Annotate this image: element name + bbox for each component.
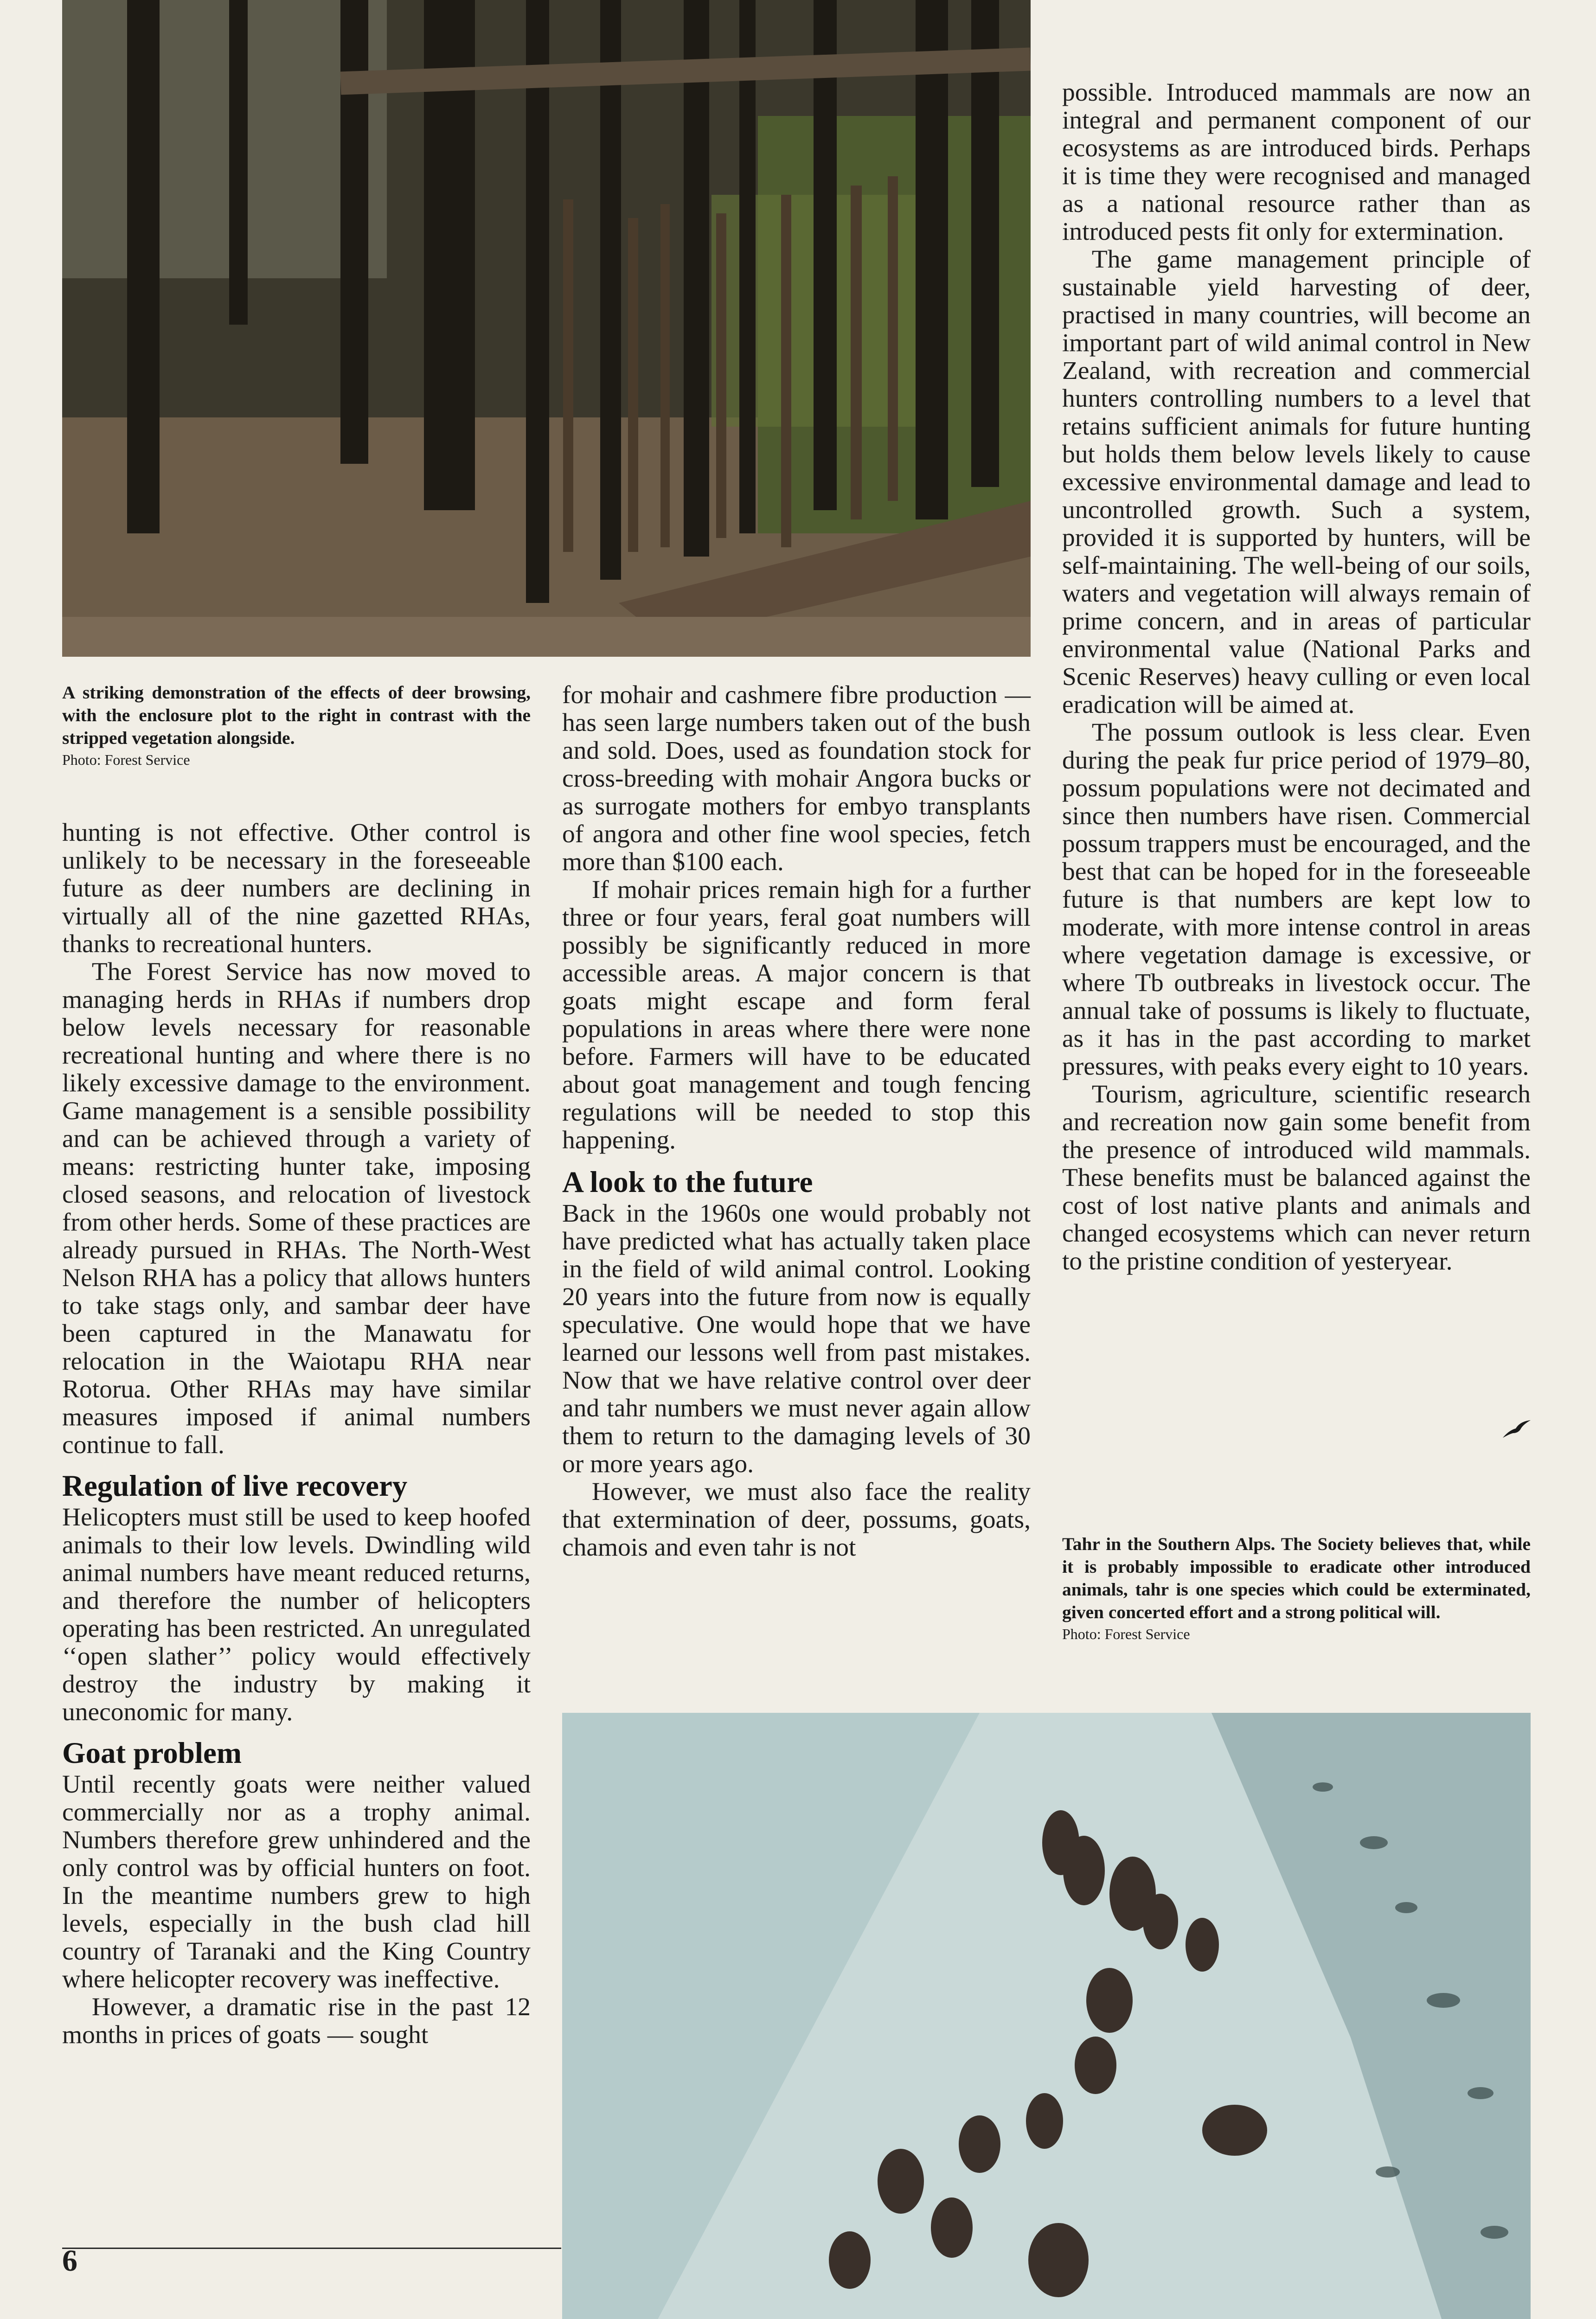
col1-paragraph-2: The Forest Service has now moved to managing herds in RHAs if numbers drop below levels necessary for reasonable recreational hunting and where there is no likely excessive damage to the environment. Game management is a sensible possibility and can be achieved through a variety of means: restricting hunter take, imposing closed seasons, and relocation of livestock from other herds. Some of these practices are already pursued in RHAs. The North-West Nelson RHA has a policy that allows hunters to take stags only, and sambar deer have been captured in the Manawatu for relocation in the Waiotapu RHA near Rotorua. Other RHAs may have similar measures imposed if animal numbers continue to fall. [62,958,531,1459]
forest-photo-credit: Photo: Forest Service [62,751,190,768]
col1-paragraph-4: Until recently goats were neither valued commercially nor as a trophy animal. Numbers therefore grew unhindered and the only control was by official hunters on foot. In the meantime numbers grew to high levels, especially in the bush clad hill country of Taranaki and the King Country where helicopter recovery was ineffective. [62,1770,531,1993]
col1-paragraph-5: However, a dramatic rise in the past 12 months in prices of goats — sought [62,1993,531,2049]
bird-end-mark-icon [1502,1419,1532,1440]
col2-paragraph-3: Back in the 1960s one would probably not have predicted what has actually taken place in the field of wild animal control. Looking 20 years into the future from now is equally speculative. One would hope that we have learned our lessons well from past mistakes. Now that we have relative control over deer and tahr numbers we must never again allow them to return to the damaging levels of 30 or more years ago. [562,1199,1031,1478]
forest-photo-caption [62,681,531,770]
tahr-photo-illustration [562,1713,1531,2319]
col2-paragraph-2: If mohair prices remain high for a further three or four years, feral goat numbers will possibly be significantly reduced in more accessible areas. A major concern is that goats might escape and form feral populations in areas where there were none before. Farmers will have to be educated about goat management and tough fencing regulations will be needed to stop this happening. [562,876,1031,1154]
col2-paragraph-1: for mohair and cashmere fibre production — has seen large numbers taken out of the bush and sold. Does, used as foundation stock for cross-breeding with mohair Angora bucks or as surrogate mothers for embyo transplants of angora and other fine wool species, fetch more than $100 each. [562,681,1031,876]
col2-paragraph-4: However, we must also face the reality that extermination of deer, possums, goats, chamois and even tahr is not [562,1478,1031,1562]
heading-goat-problem: Goat problem [62,1736,242,1770]
forest-photo-illustration [62,0,1031,657]
forest-enclosure-photo [62,0,1031,657]
heading-look-to-future: A look to the future [562,1166,813,1199]
col3-paragraph-2: The game management principle of sustainable yield harvesting of deer, practised in many countries, will become an important part of wild animal control in New Zealand, with recreation and commercial hunters controlling numbers to a level that retains sufficient animals for future hunting but holds them below levels likely to cause excessive environmental damage and lead to uncontrolled growth. Such a system, provided it is supported by hunters, will be self-maintaining. The well-being of our soils, waters and vegetation will always remain of prime concern, and in areas of particular environmental value (National Parks and Scenic Reserves) heavy culling or even local eradication will be aimed at. [1062,245,1531,719]
tahr-photo-credit: Photo: Forest Service [1062,1626,1190,1642]
col3-paragraph-4: Tourism, agriculture, scientific research and recreation now gain some benefit from the presence of introduced wild mammals. These benefits must be balanced against the cost of lost native plants and animals and changed ecosystems which can never return to the pristine condition of yesteryear. [1062,1080,1531,1275]
heading-regulation-live-recovery: Regulation of live recovery [62,1469,408,1503]
tahr-southern-alps-photo [562,1713,1531,2319]
col3-paragraph-1: possible. Introduced mammals are now an integral and permanent component of our ecosystems as are introduced birds. Perhaps it is time they were recognised and managed as a national resource rather than as introduced pests fit only for extermination. [1062,78,1531,246]
tahr-caption-text: Tahr in the Southern Alps. The Society believes that, while it is probably impossible to eradicate other introduced animals, tahr is one species which could be exterminated, given concerted effort and a strong political will. [1062,1534,1531,1622]
footer-rule [62,2248,561,2249]
col1-paragraph-1: hunting is not effective. Other control is unlikely to be necessary in the foreseeable future as deer numbers are declining in virtually all of the nine gazetted RHAs, thanks to recreational hunters. [62,819,531,958]
column-right [1062,79,1531,1275]
tahr-photo-caption [1062,1533,1531,1644]
col1-paragraph-3: Helicopters must still be used to keep hoofed animals to their low levels. Dwindling wild animal numbers have meant reduced returns, and therefore the number of helicopters operating has been restricted. An unregulated ‘‘open slather’’ policy would effectively destroy the industry by making it uneconomic for many. [62,1503,531,1726]
column-middle [562,681,1031,1562]
col3-paragraph-3: The possum outlook is less clear. Even during the peak fur price period of 1979–80, possum populations were not decimated and since then numbers have risen. Commercial possum trappers must be encouraged, and the best that can be hoped for in the foreseeable future is that numbers are kept low to moderate, with more intense control in areas where vegetation damage is excessive, or where Tb outbreaks in livestock occur. The annual take of possums is likely to fluctuate, as it has in the past according to market pressures, with peaks every eight to 10 years. [1062,718,1531,1081]
forest-caption-text: A striking demonstration of the effects of deer browsing, with the enclosure plot to the right in contrast with the stripped vegetation alongside. [62,682,531,748]
column-left [62,819,531,2049]
page-number: 6 [62,2244,77,2278]
